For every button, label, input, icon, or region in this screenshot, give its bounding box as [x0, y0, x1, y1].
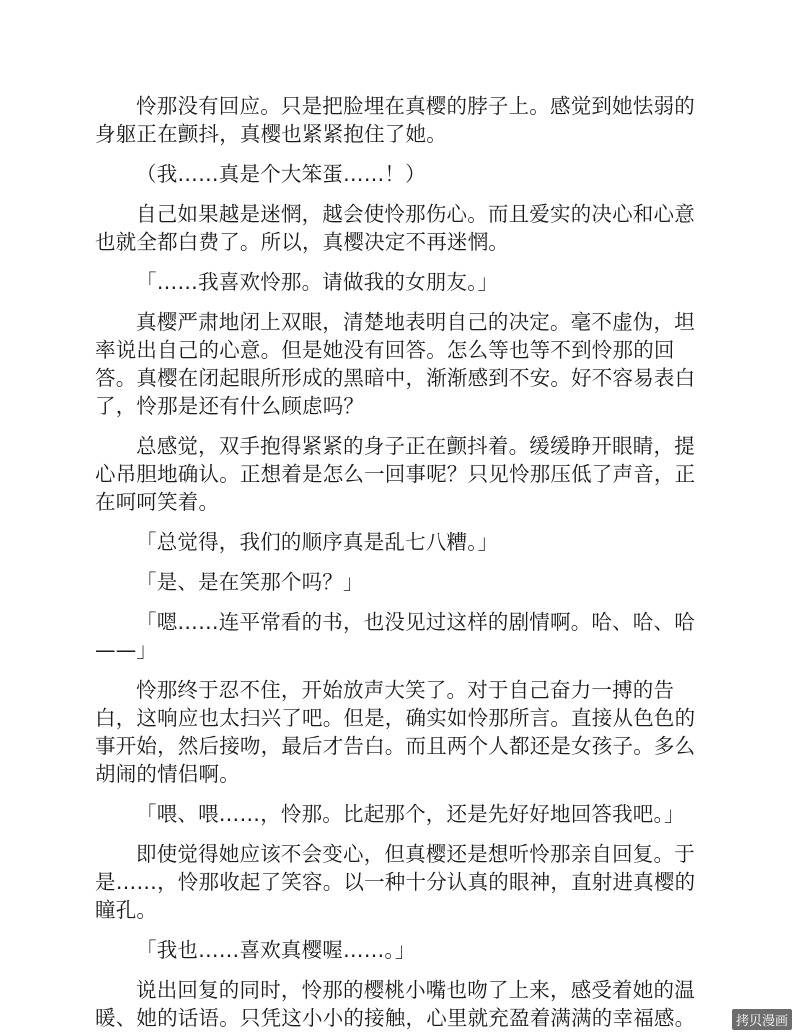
paragraph-8: 「是、是在笑那个吗？」	[136, 570, 364, 594]
paragraph-12: 即使觉得她应该不会变心，但真樱还是想听怜那亲自回复。于是……，怜那收起了笑容。以一种十分认真的眼神，直射进真樱的瞳孔。	[95, 842, 696, 922]
paragraph-5: 真樱严肃地闭上双眼，清楚地表明自己的决定。毫不虚伪，坦率说出自己的心意。但是她没有回答。怎么等也等不到怜那的回答。真樱在闭起眼所形成的黑暗中，渐渐感到不安。好不容易表白了，怜那是还有什么顾虑吗？	[95, 310, 696, 418]
paragraph-13: 「我也……喜欢真樱喔……。」	[136, 938, 416, 962]
paragraph-6: 总感觉，双手抱得紧紧的身子正在颤抖着。缓缓睁开眼睛，提心吊胆地确认。正想着是怎么一回事呢？只见怜那压低了声音，正在呵呵笑着。	[95, 434, 696, 514]
paragraph-7: 「总觉得，我们的顺序真是乱七八糟。」	[136, 530, 499, 554]
paragraph-3: 自己如果越是迷惘，越会使怜那伤心。而且爱实的决心和心意也就全都白费了。所以，真樱决定不再迷惘。	[95, 202, 695, 254]
document-page	[95, 92, 715, 1032]
paragraph-14: 说出回复的同时，怜那的樱桃小嘴也吻了上来，感受着她的温暖、她的话语。只凭这小小的接触，心里就充盈着满满的幸福感。	[95, 978, 696, 1030]
paragraph-10: 怜那终于忍不住，开始放声大笑了。对于自己奋力一搏的告白，这响应也太扫兴了吧。但是，确实如怜那所言。直接从色色的事开始，然后接吻，最后才告白。而且两个人都还是女孩子。多么胡闹的情侣啊。	[95, 678, 696, 786]
paragraph-2: （我……真是个大笨蛋……！）	[136, 162, 426, 186]
paragraph-4: 「……我喜欢怜那。请做我的女朋友。」	[136, 270, 499, 294]
paragraph-1: 怜那没有回应。只是把脸埋在真樱的脖子上。感觉到她怯弱的身躯正在颤抖，真樱也紧紧抱住了她。	[95, 94, 695, 146]
paragraph-11: 「喂、喂……，怜那。比起那个，还是先好好地回答我吧。」	[136, 802, 685, 826]
watermark: 拷贝漫画	[732, 1009, 792, 1030]
paragraph-9: 「嗯……连平常看的书，也没见过这样的剧情啊。哈、哈、哈——」	[95, 610, 695, 662]
